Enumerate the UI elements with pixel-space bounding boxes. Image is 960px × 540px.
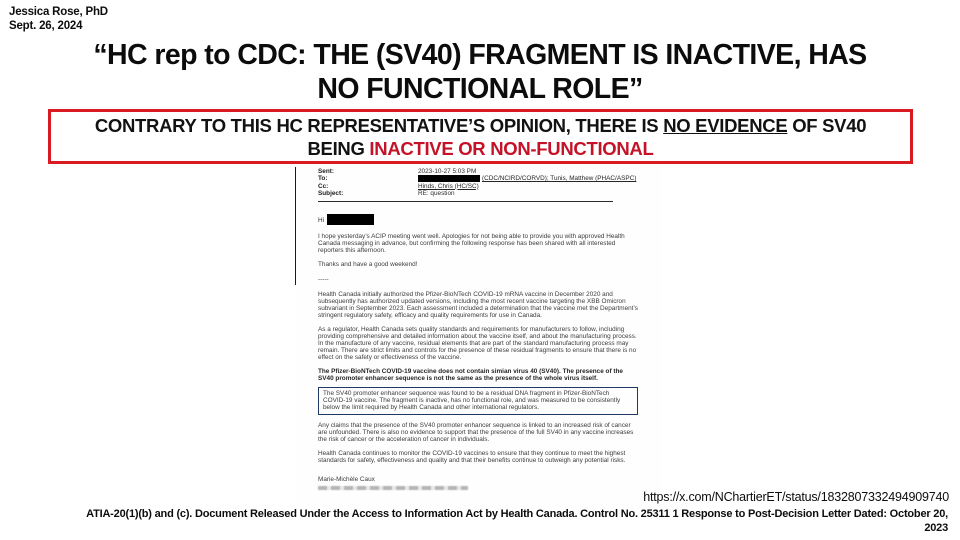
subject-label: Subject: (318, 189, 344, 197)
to-value (418, 175, 638, 182)
email-paragraph: Health Canada initially authorized the Pfizer-BioNTech COVID-19 mRNA vaccine in December 2020 and subsequently has authorized updated versions, including the most recent vaccine targeting the XBB Omicron subvariant in September 2023. Each assessment included a determination that the vaccine met the Department’s stringent regulatory safety, efficacy and quality requirements for use in Canada. (318, 290, 638, 319)
callout-red-text: INACTIVE OR NON-FUNCTIONAL (369, 137, 654, 159)
email-header-row-cc (318, 183, 638, 190)
email-greeting (318, 214, 638, 225)
sent-label: Sent: (318, 168, 334, 175)
email-paragraph: Health Canada continues to monitor the COVID-19 vaccines to ensure that they continue to meet the highest standards for safety, effectiveness and quality and that their benefits continue to outweigh any potential risks. (318, 450, 626, 465)
email-highlighted-paragraph: The SV40 promoter enhancer sequence was found to be a residual DNA fragment in Pfizer-BioNTech COVID-19 vaccine. The fragment is inactive, has no functional role, and was measured to be consistently below the limit required by Health Canada and other international regulators. (318, 387, 638, 415)
greeting-text: Hi (318, 217, 325, 225)
callout-text (95, 114, 866, 160)
author-name: Jessica Rose, PhD (9, 6, 108, 18)
page-title (0, 38, 960, 106)
sent-value: 2023-10-27 5:03 PM (418, 168, 477, 175)
slide-date: Sept. 26, 2024 (9, 20, 83, 32)
subject-value: RE: question (418, 189, 455, 197)
email-header-divider (318, 201, 613, 202)
redaction-bar (327, 214, 374, 225)
email-signature: Marie-Michèle Caux (318, 476, 375, 484)
title-line-2: NO FUNCTIONAL ROLE” (317, 73, 643, 105)
callout-seg1: CONTRARY TO THIS HC REPRESENTATIVE’S OPINION, THERE IS (94, 114, 664, 136)
redaction-bar (418, 175, 480, 182)
cc-label: Cc: (318, 182, 329, 190)
email-header-row-subject (318, 190, 638, 197)
title-line-1: “HC rep to CDC: THE (SV40) FRAGMENT IS INACTIVE, HAS (93, 39, 867, 71)
email-paragraph: I hope yesterday’s ACIP meeting went well. Apologies for not being able to provide you with approved Health Canada messaging in advance, but confirming the following response has been shared with all interested reporters this afternoon. (318, 233, 625, 255)
atia-caption-line2: 2023 (924, 521, 948, 534)
atia-caption (30, 508, 948, 535)
callout-seg3: BEING (307, 137, 370, 159)
email-paragraph: Any claims that the presence of the SV40 promoter enhancer sequence is linked to an increased risk of cancer are unfounded. There is also no evidence to support that the presence of the full SV40 in any vaccine increases the risk of cancer or the acceleration of cancer in individuals. (318, 421, 634, 444)
cc-value (418, 183, 638, 190)
atia-caption-line1: ATIA-20(1)(b) and (c). Document Released Under the Access to Information Act by Health Canada. Control No. 25311 1 Response to Post-Decision Letter Dated: October 20, (86, 508, 948, 520)
email-signature-contact-blurred (318, 486, 468, 490)
email-bold-paragraph: The Pfizer-BioNTech COVID-19 vaccine does not contain simian virus 40 (SV40). The presence of the SV40 promoter enhancer sequence is not the same as the presence of the whole virus itself. (318, 367, 623, 382)
email-paragraph: As a regulator, Health Canada sets quality standards and requirements for manufacturers to follow, including providing comprehensive and detailed information about the vaccine itself, and about the manufacturing process. In the manufacture of any vaccine, residual elements that are part of the standard manufacturing process may remain. There are strict limits and controls for the presence of these residual fragments to ensure that there is no effect on the safety or effectiveness of the vaccine. (318, 326, 637, 362)
email-paragraph-separator: ----- (318, 275, 329, 283)
cc-recipient: Hinds, Chris (HC/SC) (418, 182, 479, 190)
red-callout-box (48, 109, 913, 164)
email-screenshot (296, 166, 662, 510)
email-header-row-to (318, 175, 638, 182)
author-block (9, 5, 108, 33)
source-url: https://x.com/NChartierET/status/1832807332494909740 (643, 490, 949, 504)
to-recipients: (CDC/NCIRD/CORVD); Tunis, Matthew (PHAC/ASPC) (482, 175, 637, 183)
callout-no-evidence: NO EVIDENCE (663, 114, 788, 136)
callout-seg2: OF SV40 (787, 114, 867, 136)
email-paragraph: Thanks and have a good weekend! (318, 261, 418, 269)
to-label: To: (318, 175, 328, 183)
